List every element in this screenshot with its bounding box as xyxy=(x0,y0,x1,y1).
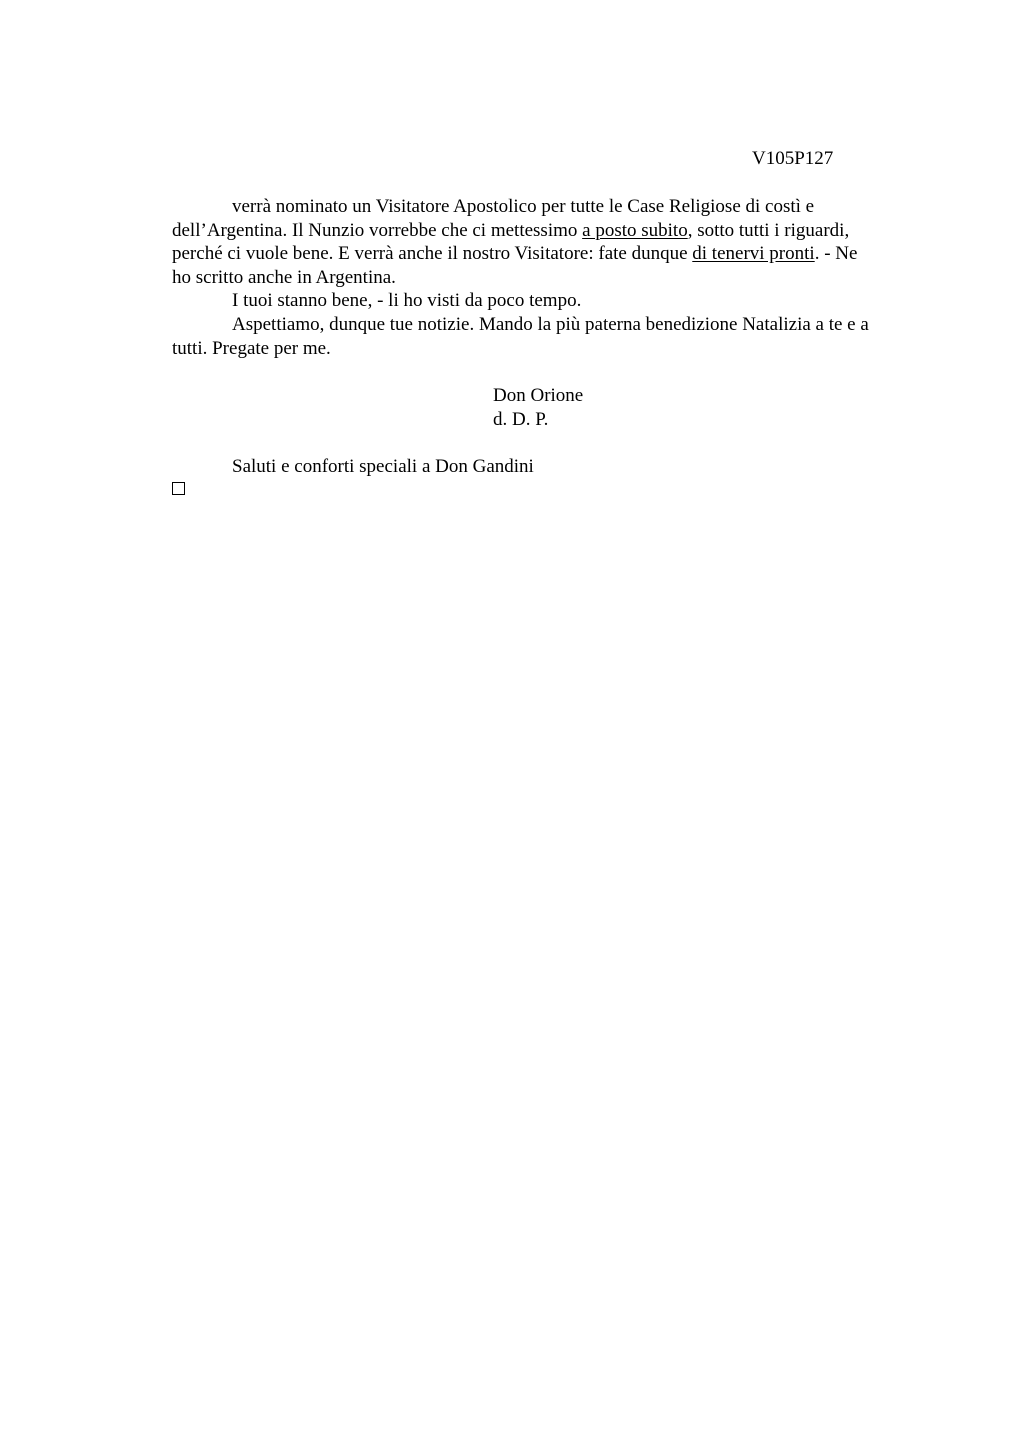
signature-title: d. D. P. xyxy=(493,408,549,430)
page-identifier: V105P127 xyxy=(752,148,834,169)
paragraph-2: I tuoi stanno bene, - li ho visti da poco tempo. xyxy=(232,290,582,312)
text-segment: , sotto tutti i riguardi, xyxy=(687,219,850,241)
paragraph-1-line-2 xyxy=(172,219,932,243)
paragraph-1-line-1: verrà nominato un Visitatore Apostolico per tutte le Case Religiose di costì e xyxy=(232,196,815,217)
text-segment: perché ci vuole bene. E verrà anche il nostro Visitatore: fate dunque xyxy=(172,243,693,265)
postscript: Saluti e conforti speciali a Don Gandini xyxy=(232,456,534,477)
signature-name: Don Orione xyxy=(493,385,584,406)
letter-body xyxy=(172,195,932,360)
underlined-text: a posto subito xyxy=(582,219,688,241)
paragraph-3-line-1: Aspettiamo, dunque tue notizie. Mando la più paterna benedizione Natalizia a te e a xyxy=(232,313,869,335)
paragraph-1-line-3 xyxy=(172,242,932,266)
paragraph-1-line-4: ho scritto anche in Argentina. xyxy=(172,266,396,288)
text-segment: . - Ne xyxy=(814,243,858,265)
empty-square-icon xyxy=(172,482,185,495)
underlined-text: di tenervi pronti xyxy=(692,243,815,265)
signature-block xyxy=(493,384,583,431)
text-segment: dell’Argentina. Il Nunzio vorrebbe che ci mettessimo xyxy=(172,219,583,241)
paragraph-3-line-2: tutti. Pregate per me. xyxy=(172,337,331,359)
